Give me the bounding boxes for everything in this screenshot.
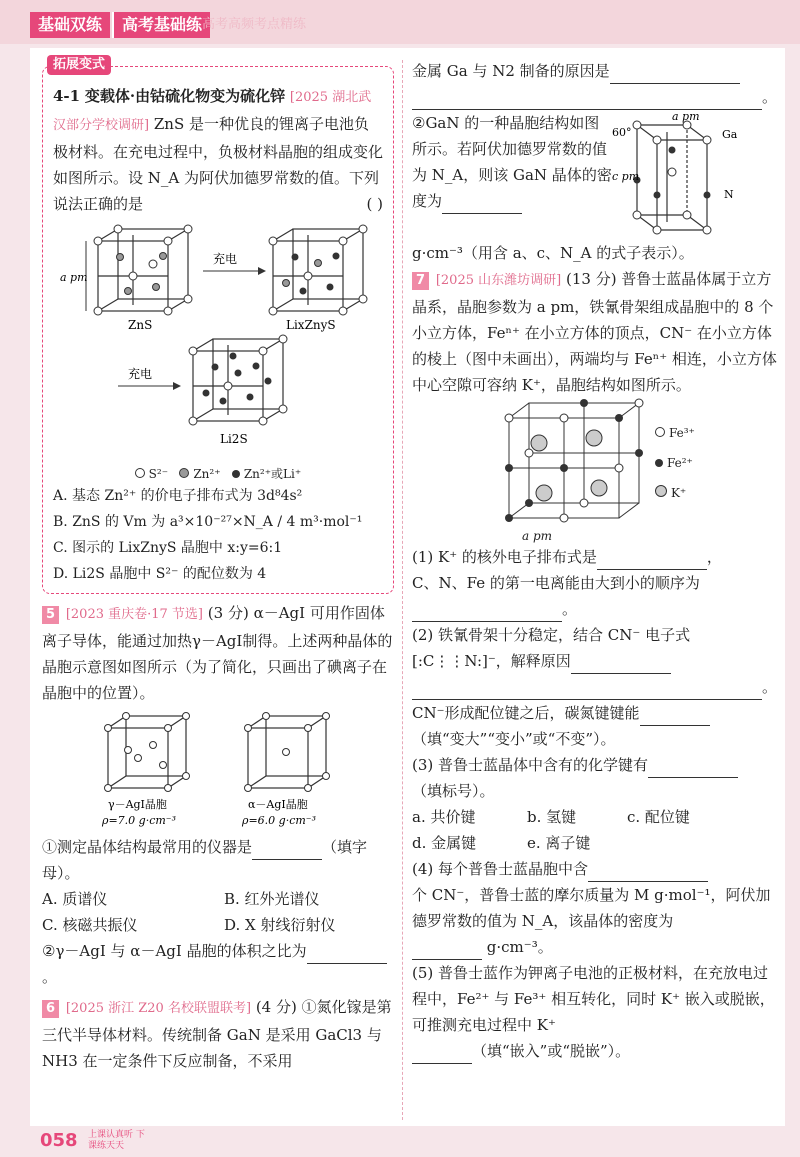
q5-option-b: B. 红外光谱仪 xyxy=(224,890,320,908)
q41-option-a: A. 基态 Zn²⁺ 的价电子排布式为 3d⁸4s² xyxy=(53,488,303,504)
q7-sub4b: 个 CN⁻，普鲁士蓝的摩尔质量为 M g·mol⁻¹，阿伏加德罗常数的值为 N_A，该晶体的密度为 xyxy=(412,886,771,930)
question-7 xyxy=(412,266,782,398)
q7-opt-a: a. 共价键 xyxy=(412,808,476,826)
q41-answer-paren: ( ) xyxy=(366,195,383,213)
q7-source: [2025 山东潍坊调研] xyxy=(435,273,562,288)
header-tab-gaokao: 高考基础练 xyxy=(112,12,210,38)
zns-apm-label: a pm xyxy=(60,271,88,284)
charge-label-1: 充电 xyxy=(213,252,238,266)
q6-blank-1b[interactable] xyxy=(412,91,762,110)
q6-blank-1[interactable] xyxy=(610,65,740,84)
gamma-agi-caption: γ－AgI晶胞 xyxy=(108,798,167,811)
q7-sub1-text: (1) K⁺ 的核外电子排布式是 xyxy=(412,548,597,566)
q7-sub3 xyxy=(412,752,782,778)
question-4-1 xyxy=(53,83,383,217)
q5-sub1 xyxy=(42,834,394,886)
q6-blank-line: 。 xyxy=(412,84,782,110)
q6-blank-2[interactable] xyxy=(442,195,522,214)
question-6 xyxy=(42,994,394,1074)
q7-sub3-text: (3) 普鲁士蓝晶体中含有的化学键有 xyxy=(412,756,649,774)
q7-blank-4b[interactable] xyxy=(412,941,482,960)
gan-apm-label: a pm xyxy=(672,110,700,123)
alpha-agi-caption: α－AgI晶胞 xyxy=(248,798,308,811)
q5-option-c: C. 核磁共振仪 xyxy=(42,916,138,934)
q6-text: (4 分) ①氮化镓是第三代半导体材料。传统制备 GaN 是采用 GaCl3 与 NH3 在一定条件下反应制备，不采用 xyxy=(42,998,392,1070)
charge-label-2: 充电 xyxy=(128,367,153,381)
q7-opt-d: d. 金属键 xyxy=(412,834,477,852)
q5-options-row1 xyxy=(42,886,394,912)
q7-opt-b: b. 氢键 xyxy=(527,808,577,826)
gan-cpm-label: c pm xyxy=(612,170,640,183)
q7-sub4-text: (4) 每个普鲁士蓝晶胞中含 xyxy=(412,860,589,878)
q7-sub5b xyxy=(412,1038,782,1064)
header-tab-faded: 高考高频考点精练 xyxy=(202,17,307,32)
q5-sub2: ②γ－AgI 与 α－AgI 晶胞的体积之比为。 xyxy=(42,938,394,990)
q5-blank-1[interactable] xyxy=(252,841,322,860)
q7-number: 7 xyxy=(412,272,429,290)
q7-opt-e: e. 离子键 xyxy=(527,834,591,852)
q6-sub2-suffix: g·cm⁻³（用含 a、c、N_A 的式子表示）。 xyxy=(412,244,694,262)
question-5 xyxy=(42,600,394,706)
column-divider xyxy=(402,60,403,1120)
q5-option-d: D. X 射线衍射仪 xyxy=(224,916,336,934)
legend-zn: Zn²⁺ xyxy=(193,467,221,481)
pb-legend-k: K⁺ xyxy=(670,486,687,500)
pb-apm-label: a pm xyxy=(522,529,553,543)
q7-blank-1b[interactable] xyxy=(412,603,562,622)
left-column xyxy=(42,58,394,1074)
alpha-agi-density: ρ=6.0 g·cm⁻³ xyxy=(242,814,317,827)
lizns-label: LixZnyS xyxy=(286,318,336,332)
q7-opt-c: c. 配位键 xyxy=(627,808,690,826)
right-column xyxy=(412,58,782,1064)
q7-sub3-options-2 xyxy=(412,830,782,856)
q7-sub2b xyxy=(412,700,782,726)
q5-blank-2[interactable] xyxy=(307,945,387,964)
zns-label: ZnS xyxy=(128,318,153,332)
q7-sub2c: （填“变大”“变小”或“不变”）。 xyxy=(412,730,616,748)
q41-text: ZnS 是一种优良的锂离子电池负极材料。在充电过程中，负极材料晶胞的组成变化如图所示。设 N_A 为阿伏加德罗常数的值。下列说法正确的是 xyxy=(53,115,384,213)
header-tab-basic: 基础双练 xyxy=(30,12,110,38)
q6-continued xyxy=(412,58,782,84)
q7-sub1b: C、N、Fe 的第一电离能由大到小的顺序为 xyxy=(412,574,700,592)
q7-sub5b-text: （填“嵌入”或“脱嵌”）。 xyxy=(472,1042,631,1060)
pb-legend xyxy=(655,418,695,508)
q7-sub5 xyxy=(412,960,782,1038)
gan-cell-figure xyxy=(612,110,762,240)
q7-sub4c xyxy=(412,934,782,960)
q6-sub2-text: ②GaN 的一种晶胞结构如图所示。若阿伏加德罗常数的值为 N_A，则该 GaN 晶体的密度为 xyxy=(412,114,612,210)
pb-legend-fe3: Fe³⁺ xyxy=(668,426,695,440)
gan-n-label: N xyxy=(724,188,734,201)
q7-sub2 xyxy=(412,622,782,674)
q41-title: 变载体·由钴硫化物变为硫化锌 xyxy=(84,87,286,105)
q6-sub2 xyxy=(412,110,612,240)
agi-cells-figure xyxy=(88,710,348,830)
q7-blank-2[interactable] xyxy=(571,655,671,674)
q41-number: 4-1 xyxy=(53,87,81,105)
pb-legend-fe2: Fe²⁺ xyxy=(666,456,693,470)
q7-sub3b: （填标号）。 xyxy=(412,782,495,800)
q7-blank-3[interactable] xyxy=(648,759,738,778)
gan-ga-label: Ga xyxy=(722,128,738,141)
q6-source: [2025 浙江 Z20 名校联盟联考] xyxy=(65,1001,252,1016)
q5-source: [2023 重庆卷·17 节选] xyxy=(65,607,203,622)
q6-number: 6 xyxy=(42,1000,59,1018)
q7-sub5-text: (5) 普鲁士蓝作为钾离子电池的正极材料，在充放电过程中，Fe²⁺ 与 Fe³⁺ 相互转化，同时 K⁺ 嵌入或脱嵌，可推测充电过程中 K⁺ xyxy=(412,964,775,1034)
q7-sub2b-text: CN⁻形成配位键之后，碳氮键键能 xyxy=(412,704,640,722)
gamma-agi-density: ρ=7.0 g·cm⁻³ xyxy=(102,814,177,827)
q5-sub1-suffix: （填字母）。 xyxy=(42,838,368,882)
q7-blank-4[interactable] xyxy=(588,863,708,882)
prussian-blue-figure xyxy=(499,398,649,528)
q7-sub1: (1) K⁺ 的核外电子排布式是 ， xyxy=(412,544,782,570)
q7-sub2-line: 。 xyxy=(412,674,782,700)
q6-cont-text: 金属 Ga 与 N2 制备的原因是 xyxy=(412,62,610,80)
footer-slogan: 上课认真听 下课练天天 xyxy=(88,1130,145,1151)
q7-sub4 xyxy=(412,856,782,882)
q7-blank-1[interactable] xyxy=(597,551,707,570)
q7-text: (13 分) 普鲁士蓝晶体属于立方晶系，晶胞参数为 a pm，铁氰骨架组成晶胞中的 8 个小立方体，Feⁿ⁺ 在小立方体的顶点，CN⁻ 在小立方体的棱上（图中未画出），两端均与 Feⁿ⁺ 相连，小立方体中心空隙可容纳 K⁺，晶胞结构如图所示。 xyxy=(412,270,777,394)
gan-angle-label: 60° xyxy=(612,126,632,139)
q7-sub1-line: 。 xyxy=(412,596,782,622)
q7-sub4c-text: g·cm⁻³。 xyxy=(486,938,553,956)
q7-blank-2b[interactable] xyxy=(412,681,762,700)
li2s-label: Li2S xyxy=(220,432,248,446)
legend xyxy=(53,465,383,483)
prussian-blue-figure-wrap xyxy=(412,398,782,528)
legend-s: S²⁻ xyxy=(148,467,169,481)
q7-sub2-text: (2) 铁氰骨架十分稳定，结合 CN⁻ 电子式 [:C⋮⋮N:]⁻，解释原因 xyxy=(412,626,691,670)
q5-sub1-text: ①测定晶体结构最常用的仪器是 xyxy=(42,838,253,856)
extension-tag: 拓展变式 xyxy=(47,55,111,75)
q6-part2 xyxy=(412,110,782,240)
q5-text: (3 分) α－AgI 可用作固体离子导体，能通过加热γ－AgI制得。上述两种晶体的晶胞示意图如图所示（为了简化，只画出了碘离子在晶胞中的位置）。 xyxy=(42,604,393,702)
q5-options-row2 xyxy=(42,912,394,938)
zns-cells-figure xyxy=(58,221,378,461)
page-number: 058 xyxy=(40,1130,78,1151)
q7-blank-2c[interactable] xyxy=(640,707,710,726)
q5-option-a: A. 质谱仪 xyxy=(42,890,108,908)
q5-sub2-text: ②γ－AgI 与 α－AgI 晶胞的体积之比为 xyxy=(42,942,307,960)
legend-znli: Zn²⁺或Li⁺ xyxy=(243,467,302,481)
q7-sub3-options-1 xyxy=(412,804,782,830)
q5-number: 5 xyxy=(42,606,59,624)
q41-option-c: C. 图示的 LixZnyS 晶胞中 x:y=6:1 xyxy=(53,540,283,556)
q41-source: [2025 湖北武汉部分学校调研] xyxy=(53,90,372,133)
q7-blank-5[interactable] xyxy=(412,1045,472,1064)
q41-option-b: B. ZnS 的 Vm 为 a³×10⁻²⁷×N_A / 4 m³·mol⁻¹ xyxy=(53,514,363,530)
q41-option-d: D. Li2S 晶胞中 S²⁻ 的配位数为 4 xyxy=(53,566,267,582)
extension-box xyxy=(42,57,394,594)
